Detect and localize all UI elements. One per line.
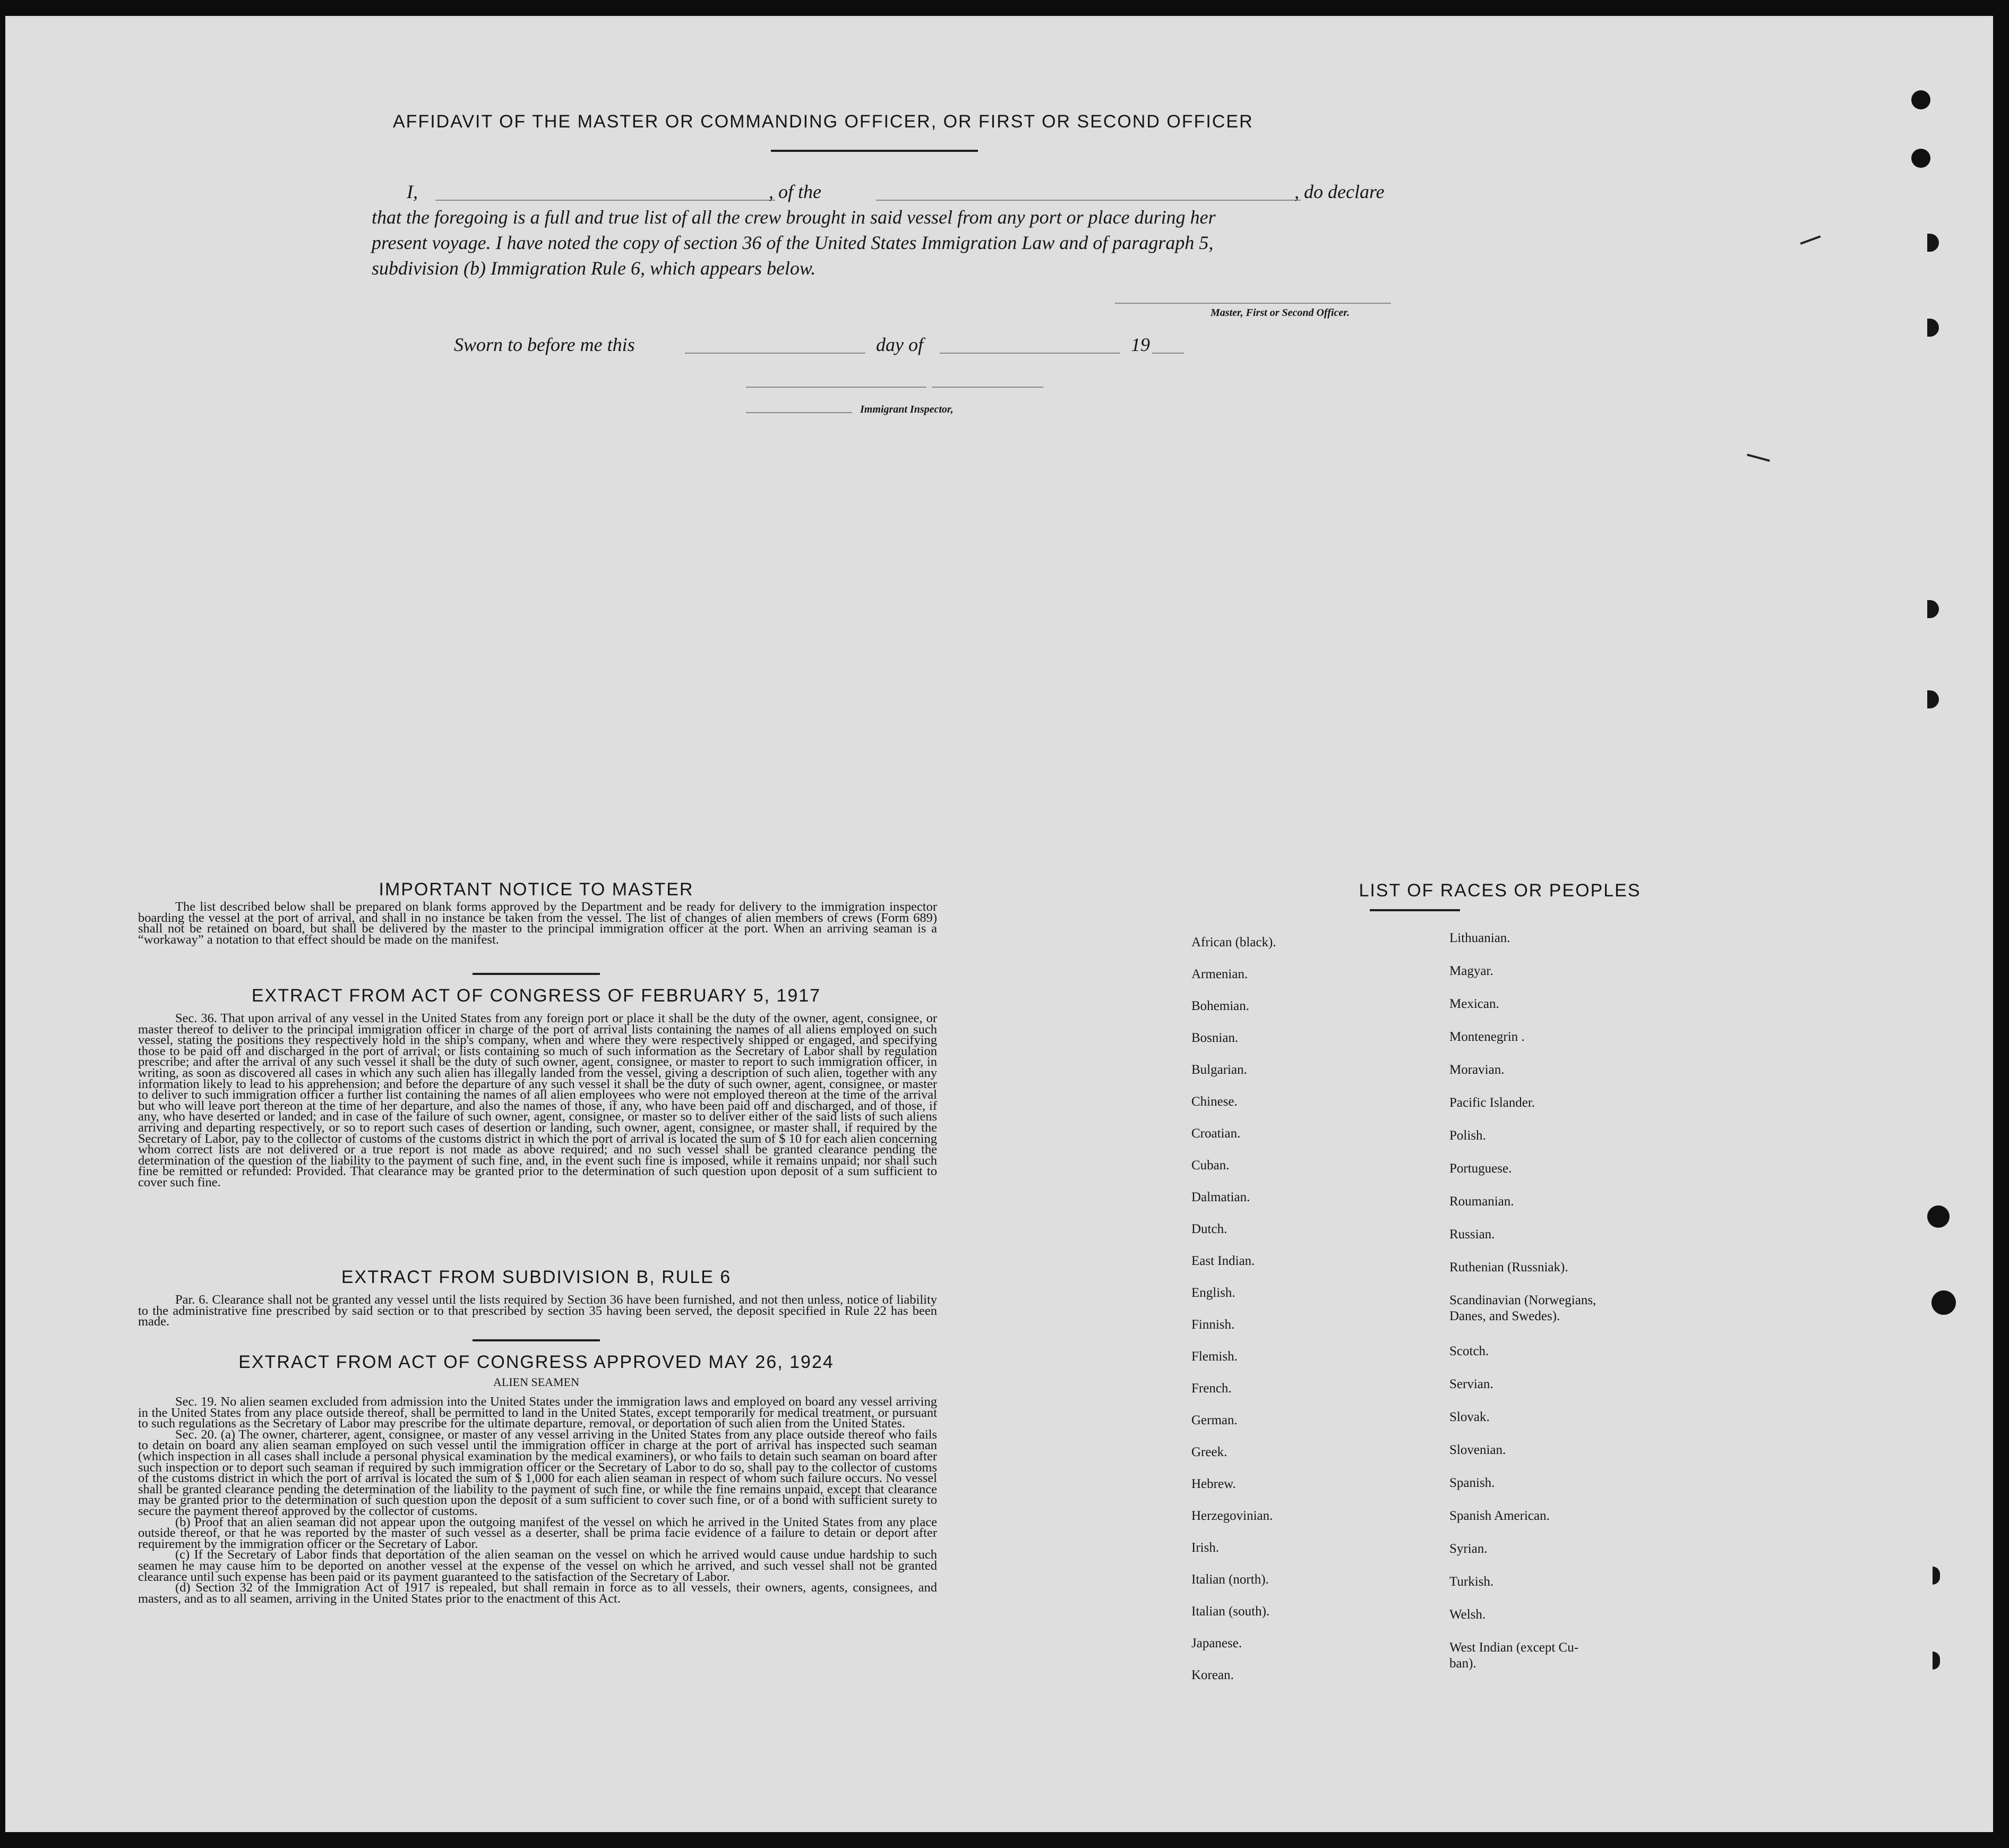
race-item: Dutch. (1191, 1222, 1227, 1236)
binding-hole (1933, 1652, 1940, 1670)
race-item: Roumanian. (1449, 1194, 1514, 1209)
sec-20d-paragraph: (d) Section 32 of the Immigration Act of 1917 is repealed, but shall remain in force as to all vessels, their owners, agents, consignees, and masters, and as to all seamen, arriving in the United States prior to the enactment of this Act. (138, 1580, 937, 1606)
extract-1917-text (138, 1013, 937, 1188)
notice-paragraph: The list described below shall be prepared on blank forms approved by the Department and be ready for delivery to the immigration inspector boarding the vessel at the port of arrival, and shall in no instance be taken from the vessel. The list of changes of alien members of crews (Form 689) shall not be retained on board, but shall be delivered by the master to the principal immigration officer at the port. When an arriving seaman is a “workaway” a notation to that effect should be made on the manifest. (138, 900, 937, 947)
races-heading: LIST OF RACES OR PEOPLES (1359, 880, 1641, 901)
notice-heading: IMPORTANT NOTICE TO MASTER (379, 879, 694, 900)
alien-seamen-subheading: ALIEN SEAMEN (493, 1375, 579, 1389)
signature-caption: Master, First or Second Officer. (1210, 307, 1350, 319)
sec-20c-paragraph: (c) If the Secretary of Labor finds that deportation of the alien seaman on the vessel on which he arrived would cause undue hardship to such seamen he may cause him to be deported on another vessel at the expense of the vessel on which he arrived, and such vessel shall not be granted clearance until such expense has been paid or its payment guaranteed to the satisfaction of the Secretary of Labor. (138, 1547, 937, 1584)
sworn-month-blank (940, 353, 1120, 354)
race-item: Portuguese. (1449, 1161, 1512, 1176)
race-item: Spanish American. (1449, 1509, 1550, 1523)
binding-hole (1927, 1205, 1950, 1228)
race-item: Servian. (1449, 1377, 1493, 1391)
races-rule (1370, 909, 1460, 911)
inspector-caption: Immigrant Inspector, (860, 404, 954, 415)
binding-hole (1931, 1290, 1956, 1315)
affidavit-of-the-label: , of the (769, 181, 821, 202)
sworn-day-blank (685, 353, 865, 354)
binding-hole (1911, 90, 1930, 109)
affidavit-i-label: I, (407, 181, 418, 202)
affidavit-heading-rule (771, 150, 978, 152)
race-item: Herzegovinian. (1191, 1509, 1273, 1523)
affidavit-do-declare: , do declare (1294, 181, 1385, 202)
race-item: Lithuanian. (1449, 931, 1510, 945)
notice-rule (473, 973, 600, 975)
inspector-blank-1 (746, 387, 926, 388)
race-item: Syrian. (1449, 1542, 1488, 1556)
race-item: Finnish. (1191, 1317, 1235, 1332)
rule6-rule (473, 1339, 600, 1341)
inspector-blank-3 (746, 412, 852, 413)
binding-hole (1911, 149, 1930, 168)
race-item: Pacific Islander. (1449, 1096, 1535, 1110)
binding-hole (1933, 1567, 1940, 1585)
vessel-blank (876, 200, 1301, 201)
race-item: Ruthenian (Russniak). (1449, 1260, 1568, 1274)
race-item: Turkish. (1449, 1575, 1494, 1589)
affidavit-line-3: subdivision (b) Immigration Rule 6, which appears below. (372, 258, 816, 279)
signature-blank (1115, 303, 1391, 304)
race-item: East Indian. (1191, 1254, 1255, 1268)
race-item: West Indian (except Cu- ban). (1449, 1640, 1579, 1671)
name-blank (435, 200, 775, 201)
race-item: Scotch. (1449, 1344, 1489, 1358)
extract-1924-text (138, 1394, 937, 1606)
race-item: Scandinavian (Norwegians, Danes, and Swedes). (1449, 1293, 1596, 1323)
race-item: Flemish. (1191, 1349, 1238, 1364)
race-item: Russian. (1449, 1227, 1495, 1242)
race-item: Croatian. (1191, 1126, 1241, 1141)
extract-rule6-text (138, 1295, 937, 1328)
binding-hole (1927, 319, 1939, 337)
race-item: Dalmatian. (1191, 1190, 1250, 1204)
race-item: Montenegrin . (1449, 1030, 1525, 1044)
race-item: Bosnian. (1191, 1031, 1239, 1045)
race-item: Slovak. (1449, 1410, 1490, 1424)
race-item: Hebrew. (1191, 1477, 1236, 1491)
sec-36-paragraph: Sec. 36. That upon arrival of any vessel in the United States from any foreign port or place it shall be the duty of the owner, agent, consignee, or master thereof to deliver to the principal immigration officer in charge of the port of arrival lists containing the names of all aliens employed on such vessel, stating the positions they respectively hold in the ship's company, when and where they were respectively shipped or engaged, and specifying those to be paid off and discharged in the port of arrival; or lists containing so much of such information as the Secretary of Labor shall by regulation prescribe; and after the arrival of any such vessel it shall be the duty of such owner, agent, consignee, or master to report to such immigration officer, in writing, as soon as discovered all cases in which any such alien has illegally landed from the vessel, giving a description of such alien, together with any information likely to lead to his apprehension; and before the departure of any such vessel it shall be the duty of such owner, agent, consignee, or master to deliver to such immigration officer a further list containing the names of all alien employees who were not employed thereon at the time of the arrival but who will leave port thereon at the time of her departure, and also the names of those, if any, who have been paid off and discharged, and of those, if any, who have deserted or landed; and in case of the failure of such owner, agent, consignee, or master so to deliver either of the said lists of such aliens arriving and departing respectively, or so to report such cases of desertion or landing, such owner, agent, consignee, or master shall, if required by the Secretary of Labor, pay to the collector of customs of the customs district in which the port of arrival is located the sum of $ 10 for each alien concerning whom correct lists are not delivered or a true report is not made as above required; and no such vessel shall be granted clearance pending the determination of the question of the liability to the payment of such fine, and, in the event such fine is imposed, while it remains unpaid; nor shall such fine be remitted or refunded: Provided. That clearance may be granted prior to the determination of such question upon deposit of a sum sufficient to cover such fine. (138, 1011, 937, 1190)
sec-20b-paragraph: (b) Proof that an alien seaman did not appear upon the outgoing manifest of the vessel on which he arrived in the United States from any place outside thereof, or that he was reported by the master of such vessel as a deserter, shall be prima facie evidence of a failure to detain or deport after requirement by the immigration officer or the Secretary of Labor. (138, 1515, 937, 1551)
race-item: English. (1191, 1286, 1235, 1300)
race-item: Italian (north). (1191, 1572, 1269, 1587)
affidavit-line-2: present voyage. I have noted the copy of section 36 of the United States Immigration Law and of paragraph 5, (372, 232, 1214, 253)
race-item: Armenian. (1191, 967, 1248, 981)
affidavit-heading: AFFIDAVIT OF THE MASTER OR COMMANDING OFFICER, OR FIRST OR SECOND OFFICER (393, 112, 1254, 132)
binding-hole (1927, 234, 1939, 252)
year-label: 19 (1131, 334, 1150, 355)
extract-1924-heading: EXTRACT FROM ACT OF CONGRESS APPROVED MAY 26, 1924 (238, 1352, 834, 1372)
extract-rule6-heading: EXTRACT FROM SUBDIVISION B, RULE 6 (341, 1267, 732, 1287)
race-item: Magyar. (1449, 964, 1493, 978)
year-blank (1152, 353, 1184, 354)
race-item: African (black). (1191, 935, 1276, 949)
ink-mark (1800, 235, 1821, 244)
sec-19-paragraph: Sec. 19. No alien seamen excluded from admission into the United States under the immigration laws and employed on board any vessel arriving in the United States from any place outside thereof, shall be permitted to land in the United States, except temporarily for medical treatment, or pursuant to such regulations as the Secretary of Labor may prescribe for the ultimate departure, removal, or deportation of such alien from the United States. (138, 1394, 937, 1431)
race-item: Greek. (1191, 1445, 1227, 1459)
inspector-blank-2 (932, 387, 1043, 388)
race-item: Chinese. (1191, 1094, 1238, 1109)
race-item: Italian (south). (1191, 1604, 1270, 1619)
race-item: Mexican. (1449, 997, 1499, 1011)
race-item: Korean. (1191, 1668, 1234, 1682)
race-item: Bohemian. (1191, 999, 1250, 1013)
race-item: Welsh. (1449, 1607, 1486, 1622)
race-item: Moravian. (1449, 1063, 1505, 1077)
par-6-paragraph: Par. 6. Clearance shall not be granted any vessel until the lists required by Section 36 have been furnished, and not then unless, notice of liability to the administrative fine prescribed by said section or to that prescribed by section 35 having been served, the deposit specified in Rule 22 has been made. (138, 1293, 937, 1329)
race-item: German. (1191, 1413, 1238, 1427)
notice-text (138, 902, 937, 945)
race-item: Slovenian. (1449, 1443, 1506, 1457)
affidavit-line-1: that the foregoing is a full and true list of all the crew brought in said vessel from any port or place during her (372, 207, 1216, 228)
sworn-label: Sworn to before me this (454, 334, 635, 355)
document-page (5, 16, 1993, 1832)
race-item: French. (1191, 1381, 1232, 1396)
race-item: Cuban. (1191, 1158, 1230, 1173)
race-item: Polish. (1449, 1128, 1486, 1143)
ink-mark (1747, 454, 1770, 461)
race-item: Spanish. (1449, 1476, 1495, 1490)
sec-20a-paragraph: Sec. 20. (a) The owner, charterer, agent, consignee, or master of any vessel arriving in the United States from any place outside thereof who fails to detain on board any alien seaman employed on such vessel until the immigration officer in charge at the port of arrival has inspected such seaman (which inspection in all cases shall include a personal physical examination by the medical examiners), or who fails to detain such seaman on board after such inspection or to deport such seaman if required by such immigration officer or the Secretary of Labor to do so, shall pay to the collector of customs of the customs district in which the port of arrival is located the sum of $ 1,000 for each alien seaman in respect of whom such failure occurs. No vessel shall be granted clearance pending the determination of the liability to the payment of such fine, or while the fine remains unpaid, except that clearance may be granted prior to the determination of such question upon the deposit of a sum sufficient to cover such fine, or of a bond with sufficient surety to secure the payment thereof approved by the collector of customs. (138, 1427, 937, 1518)
day-of-label: day of (876, 334, 923, 355)
binding-hole (1927, 600, 1939, 618)
extract-1917-heading: EXTRACT FROM ACT OF CONGRESS OF FEBRUARY 5, 1917 (251, 986, 821, 1006)
race-item: Japanese. (1191, 1636, 1242, 1650)
race-item: Irish. (1191, 1541, 1220, 1555)
race-item: Bulgarian. (1191, 1063, 1247, 1077)
binding-hole (1927, 690, 1939, 708)
